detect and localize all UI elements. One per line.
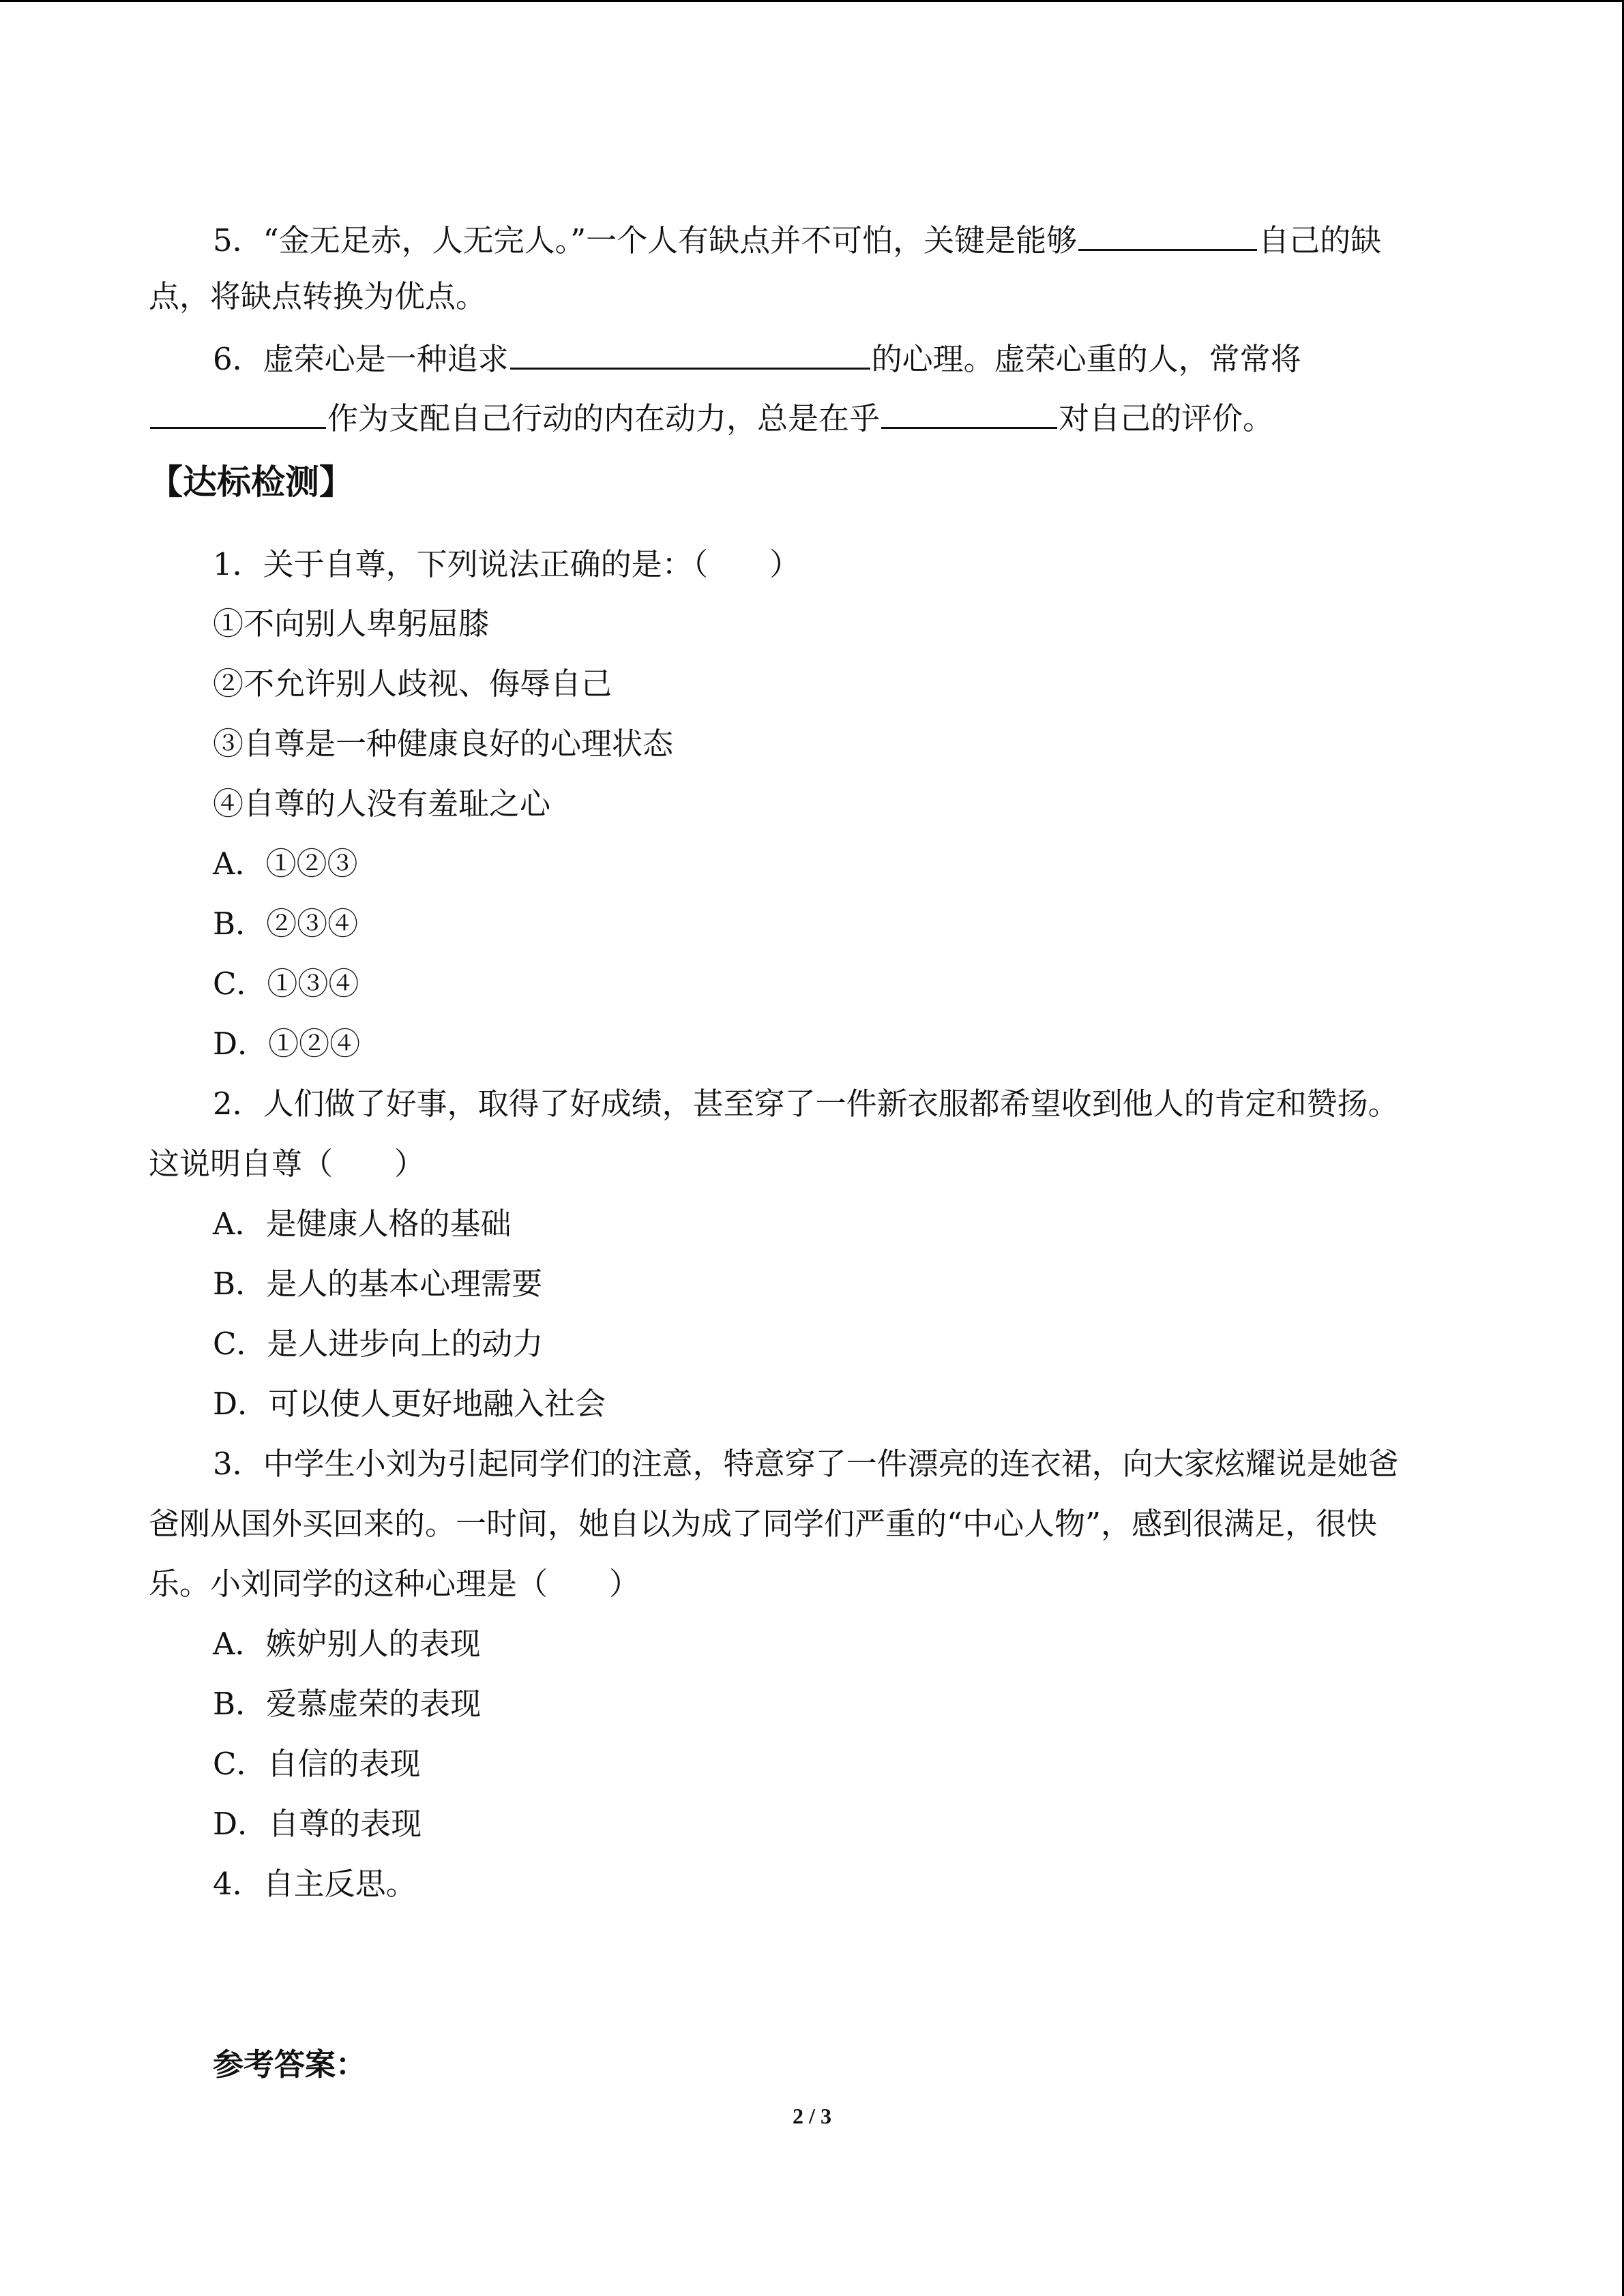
page-number: 2 / 3	[793, 2104, 831, 2128]
q6-text-c: 作为支配自己行动的内在动力，总是在乎	[327, 400, 881, 436]
q2-option-d[interactable]: D．可以使人更好地融入社会	[213, 1386, 606, 1422]
q5-text-c: 点，将缺点转换为优点。	[149, 278, 487, 314]
q2-option-a[interactable]: A．是健康人格的基础	[213, 1206, 512, 1242]
q2-option-c[interactable]: C．是人进步向上的动力	[213, 1326, 544, 1362]
q3-option-a[interactable]: A．嫉妒别人的表现	[213, 1626, 481, 1662]
q2-stem-1: 2．人们做了好事，取得了好成绩，甚至穿了一件新衣服都希望收到他人的肯定和赞扬。	[213, 1086, 1399, 1122]
answers-title: 参考答案：	[213, 2046, 367, 2083]
q4-stem: 4．自主反思。	[213, 1866, 417, 1902]
q5-line-1	[213, 218, 1381, 261]
q3-stem-3: 乐。小刘同学的这种心理是（ ）	[149, 1566, 640, 1602]
q5-text-b: 自己的缺	[1258, 222, 1382, 258]
q1-option-a[interactable]: A．①②③	[213, 846, 358, 882]
q1-option-b[interactable]: B．②③④	[213, 906, 359, 942]
q5-blank[interactable]	[1078, 218, 1257, 251]
q3-stem-2: 爸刚从国外买回来的。一时间，她自以为成了同学们严重的“中心人物”，感到很满足，很快	[149, 1506, 1378, 1542]
q3-option-c[interactable]: C．自信的表现	[213, 1746, 421, 1782]
q6-line-1	[213, 336, 1301, 380]
q3-option-b[interactable]: B．爱慕虚荣的表现	[213, 1686, 482, 1722]
q6-blank-1[interactable]	[510, 336, 870, 370]
q5-line-2	[149, 276, 486, 317]
q6-blank-2[interactable]	[150, 396, 326, 429]
q2-option-b[interactable]: B．是人的基本心理需要	[213, 1266, 543, 1302]
q2-stem-2: 这说明自尊（ ）	[149, 1146, 426, 1182]
q1-statement-1: ①不向别人卑躬屈膝	[213, 606, 490, 642]
q3-option-d[interactable]: D．自尊的表现	[213, 1806, 422, 1842]
q1-statement-4: ④自尊的人没有羞耻之心	[213, 786, 551, 822]
q6-text-a: 6．虚荣心是一种追求	[213, 341, 509, 377]
q1-stem: 1．关于自尊，下列说法正确的是：（ ）	[213, 546, 801, 582]
q6-text-d: 对自己的评价。	[1059, 400, 1274, 436]
q1-option-d[interactable]: D．①②④	[213, 1026, 361, 1062]
q6-blank-3[interactable]	[881, 396, 1057, 429]
q1-option-c[interactable]: C．①③④	[213, 966, 359, 1002]
section-title: 【达标检测】	[149, 462, 353, 502]
q3-stem-1: 3．中学生小刘为引起同学们的注意，特意穿了一件漂亮的连衣裙，向大家炫耀说是她爸	[213, 1446, 1399, 1482]
q5-text-a: 5．“金无足赤，人无完人。”一个人有缺点并不可怕，关键是能够	[213, 222, 1078, 258]
q6-line-2	[149, 396, 1273, 439]
q1-statement-3: ③自尊是一种健康良好的心理状态	[213, 726, 674, 762]
q1-statement-2: ②不允许别人歧视、侮辱自己	[213, 666, 612, 702]
q6-text-b: 的心理。虚荣心重的人，常常将	[871, 341, 1301, 377]
